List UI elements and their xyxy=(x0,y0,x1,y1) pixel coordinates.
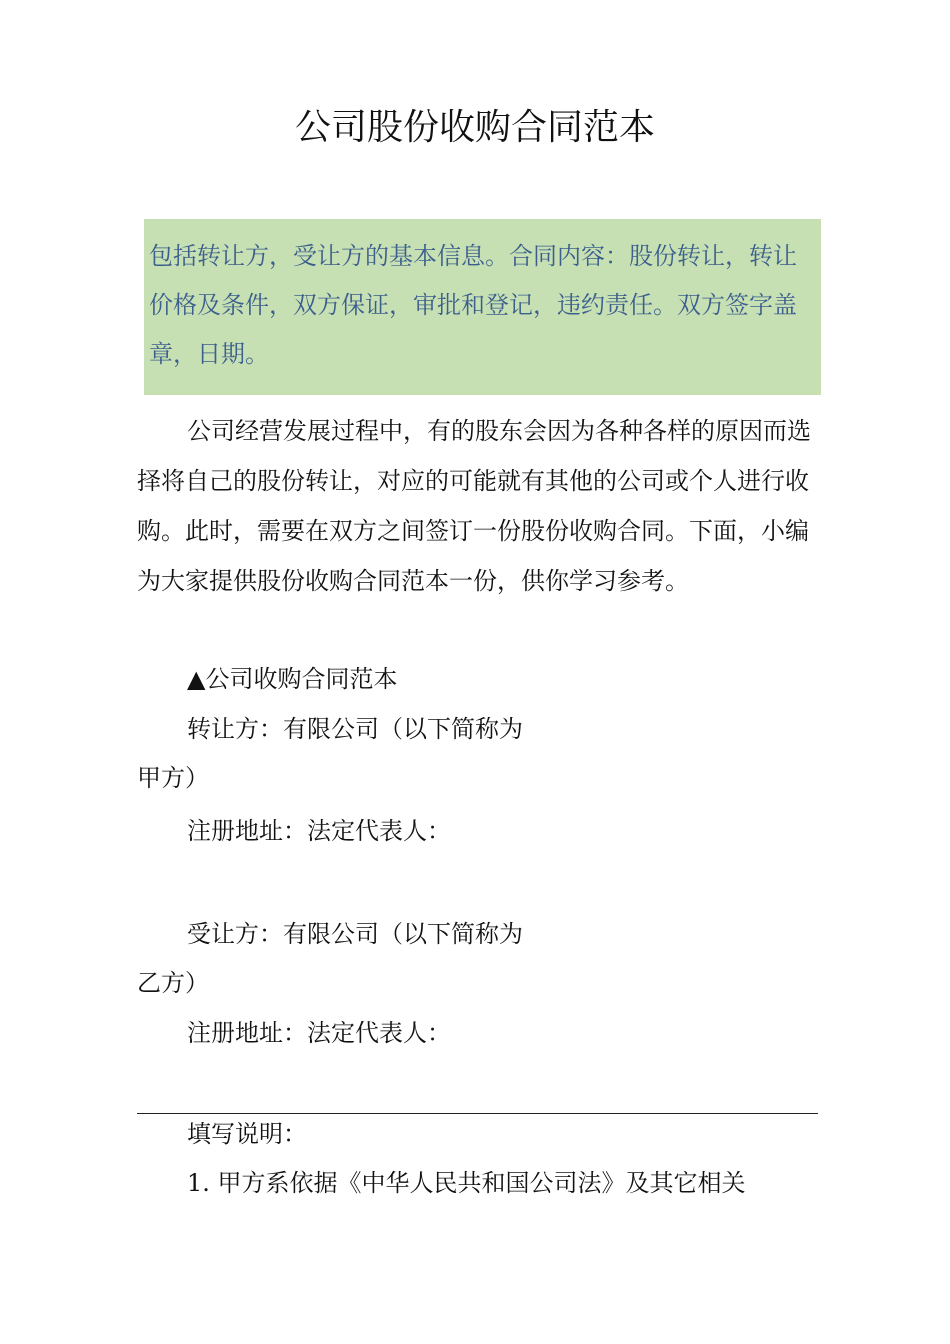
clause-1: 1. 甲方系依据《中华人民共和国公司法》及其它相关 xyxy=(187,1169,746,1197)
party-b-line-1: 受让方：有限公司（以下简称为 xyxy=(187,920,523,948)
page-title: 公司股份收购合同范本 xyxy=(294,107,655,148)
intro-paragraph: 公司经营发展过程中，有的股东会因为各种各样的原因而选择将自己的股份转让，对应的可能就有其他的公司或个人进行收购。此时，需要在双方之间签订一份股份收购合同。下面，小编为大家提供股份收购合同范本一份，供你学习参考。 xyxy=(137,417,811,595)
notes-heading: 填写说明： xyxy=(187,1120,307,1148)
party-b-address: 注册地址：法定代表人： xyxy=(187,1019,451,1047)
party-a-line-1: 转让方：有限公司（以下简称为 xyxy=(187,715,523,743)
summary-highlight-box: 包括转让方，受让方的基本信息。合同内容：股份转让，转让价格及条件，双方保证，审批和登记，违约责任。双方签字盖章，日期。 xyxy=(144,219,821,395)
section-heading: ▲公司收购合同范本 xyxy=(187,665,398,693)
party-a-line-2: 甲方） xyxy=(137,764,209,792)
party-b-line-2: 乙方） xyxy=(137,969,209,997)
party-a-address: 注册地址：法定代表人： xyxy=(187,817,451,845)
